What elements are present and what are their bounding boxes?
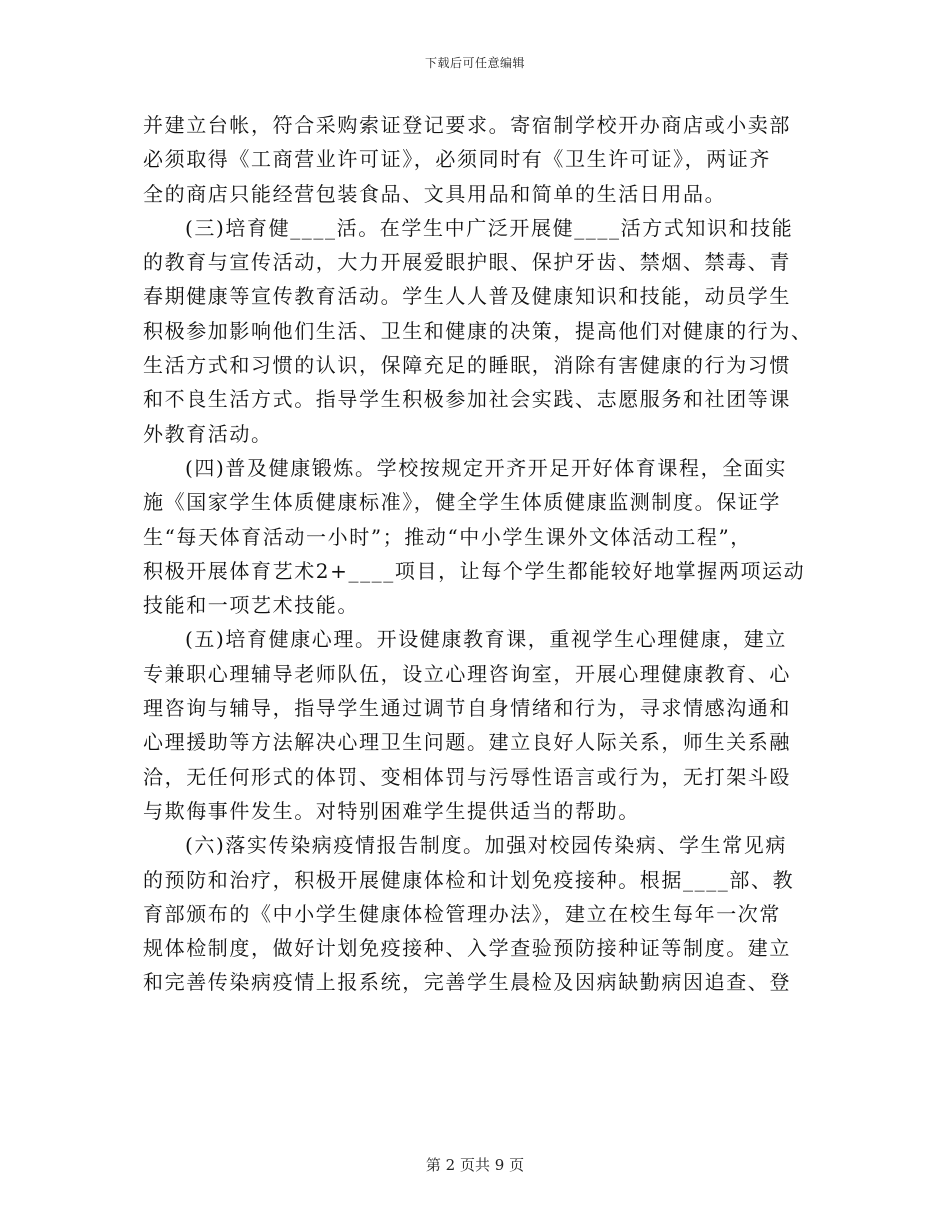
- text-line: 积极参加影响他们生活、卫生和健康的决策，提高他们对健康的行为、: [143, 318, 813, 343]
- text-line: 和不良生活方式。指导学生积极参加社会实践、志愿服务和社团等课: [143, 387, 791, 412]
- text-line: 并建立台帐，符合采购索证登记要求。寄宿制学校开办商店或小卖部: [143, 113, 791, 137]
- text-line: 专兼职心理辅导老师队伍，设立心理咨询室，开展心理健康教育、心: [143, 661, 791, 686]
- section-heading-line: (三)培育健____活。在学生中广泛开展健____活方式知识和技能: [185, 215, 794, 240]
- text-line: 施《国家学生体质健康标准》，健全学生体质健康监测制度。保证学: [143, 490, 781, 515]
- text-line: 和完善传染病疫情上报系统，完善学生晨检及因病缺勤病因追查、登: [143, 970, 791, 995]
- text-line: 外教育活动。: [143, 421, 273, 446]
- text-line: 技能和一项艺术技能。: [143, 593, 359, 618]
- text-line: 育部颁布的《中小学生健康体检管理办法》，建立在校生每年一次常: [143, 901, 781, 926]
- text-line: 心理援助等方法解决心理卫生问题。建立良好人际关系，师生关系融: [143, 730, 791, 755]
- text-line: 洽，无任何形式的体罚、变相体罚与污辱性语言或行为，无打架斗殴: [143, 764, 791, 789]
- page-footer: 第 2 页共 9 页: [425, 1156, 525, 1174]
- text-line: 积极开展体育艺术2+____项目，让每个学生都能较好地掌握两项运动: [143, 558, 806, 583]
- page-header: 下载后可任意编辑: [424, 56, 525, 70]
- text-line: 生活方式和习惯的认识，保障充足的睡眠，消除有害健康的行为习惯: [143, 353, 791, 378]
- text-line: 与欺侮事件发生。对特别困难学生提供适当的帮助。: [143, 798, 640, 823]
- section-heading-line: (六)落实传染病疫情报告制度。加强对校园传染病、学生常见病: [185, 833, 788, 858]
- text-line: 必须取得《工商营业许可证》，必须同时有《卫生许可证》，两证齐: [143, 147, 771, 172]
- section-heading-line: (四)普及健康锻炼。学校按规定开齐开足开好体育课程，全面实: [185, 455, 788, 480]
- text-line: 生“每天体育活动一小时”；推动“中小学生课外文体活动工程”，: [143, 524, 752, 549]
- text-line: 理咨询与辅导，指导学生通过调节自身情绪和行为，寻求情感沟通和: [143, 696, 791, 721]
- section-heading-line: (五)培育健康心理。开设健康教育课，重视学生心理健康，建立: [185, 627, 788, 652]
- document-body: [143, 108, 813, 1000]
- text-line: 全的商店只能经营包装食品、文具用品和简单的生活日用品。: [143, 181, 727, 206]
- text-line: 规体检制度，做好计划免疫接种、入学查验预防接种证等制度。建立: [143, 936, 791, 961]
- text-line: 的预防和治疗，积极开展健康体检和计划免疫接种。根据____部、教: [143, 867, 795, 892]
- text-line: 春期健康等宣传教育活动。学生人人普及健康知识和技能，动员学生: [143, 284, 791, 309]
- text-line: 的教育与宣传活动，大力开展爱眼护眼、保护牙齿、禁烟、禁毒、青: [143, 250, 791, 275]
